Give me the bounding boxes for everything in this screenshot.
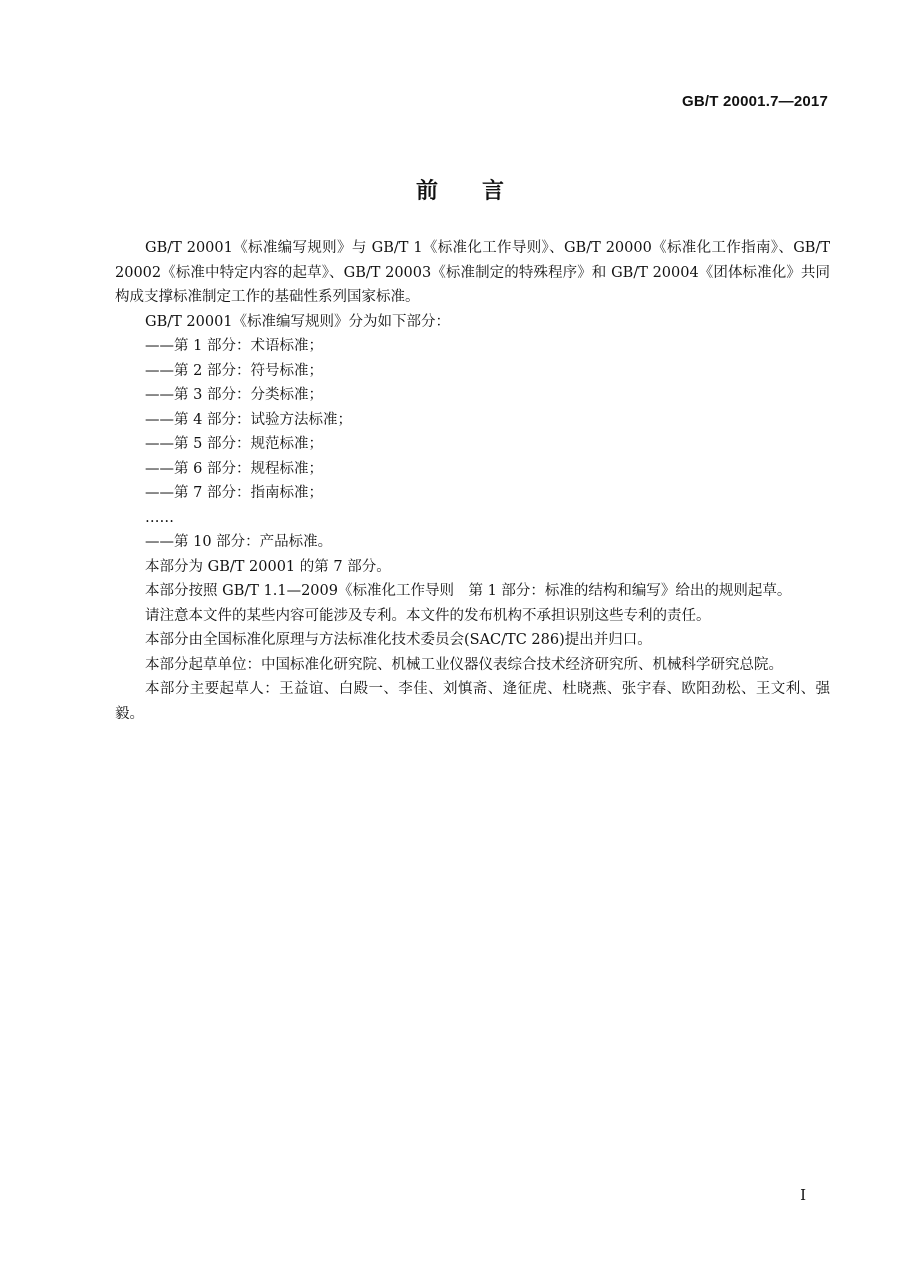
list-ellipsis: …… — [145, 509, 174, 526]
paragraph-drafters: 本部分主要起草人：王益谊、白殿一、李佳、刘慎斋、逄征虎、杜晓燕、张宇春、欧阳劲松、王文利、强毅。 — [115, 681, 830, 722]
paragraph-drafting-rules: 本部分按照 GB/T 1.1—2009《标准化工作导则 第 1 部分：标准的结构和编写》给出的规则起草。 — [145, 583, 792, 599]
document-body — [115, 236, 830, 726]
list-item-part-7: ——第 7 部分：指南标准； — [145, 485, 323, 501]
paragraph-patent-notice: 请注意本文件的某些内容可能涉及专利。本文件的发布机构不承担识别这些专利的责任。 — [145, 607, 711, 624]
list-item-part-5: ——第 5 部分：规范标准； — [145, 436, 323, 452]
paragraph-drafting-units: 本部分起草单位：中国标准化研究院、机械工业仪器仪表综合技术经济研究所、机械科学研究总院。 — [145, 656, 783, 673]
title-char-1: 前 — [415, 179, 438, 204]
list-item-part-4: ——第 4 部分：试验方法标准； — [145, 411, 352, 428]
paragraph-parts-intro: GB/T 20001《标准编写规则》分为如下部分： — [145, 313, 451, 330]
page-number: I — [800, 1186, 806, 1204]
page-title — [0, 174, 920, 205]
list-item-part-10: ——第 10 部分：产品标准。 — [145, 534, 333, 550]
standard-code: GB/T 20001.7—2017 — [682, 93, 828, 110]
list-item-part-3: ——第 3 部分：分类标准； — [145, 387, 323, 403]
title-char-2: 言 — [482, 179, 505, 204]
list-item-part-2: ——第 2 部分：符号标准； — [145, 362, 323, 379]
list-item-part-1: ——第 1 部分：术语标准； — [145, 338, 323, 354]
paragraph-proposer: 本部分由全国标准化原理与方法标准化技术委员会(SAC/TC 286)提出并归口。 — [145, 632, 652, 648]
paragraph-intro: GB/T 20001《标准编写规则》与 GB/T 1《标准化工作导则》、GB/T 20000《标准化工作指南》、GB/T 20002《标准中特定内容的起草》、GB/T 20003《标准制定的特殊程序》和 GB/T 20004《团体标准化》共同构成支撑标准制定工作的基础性系列国家标准。 — [115, 240, 830, 305]
paragraph-this-part: 本部分为 GB/T 20001 的第 7 部分。 — [145, 558, 391, 575]
list-item-part-6: ——第 6 部分：规程标准； — [145, 460, 323, 477]
